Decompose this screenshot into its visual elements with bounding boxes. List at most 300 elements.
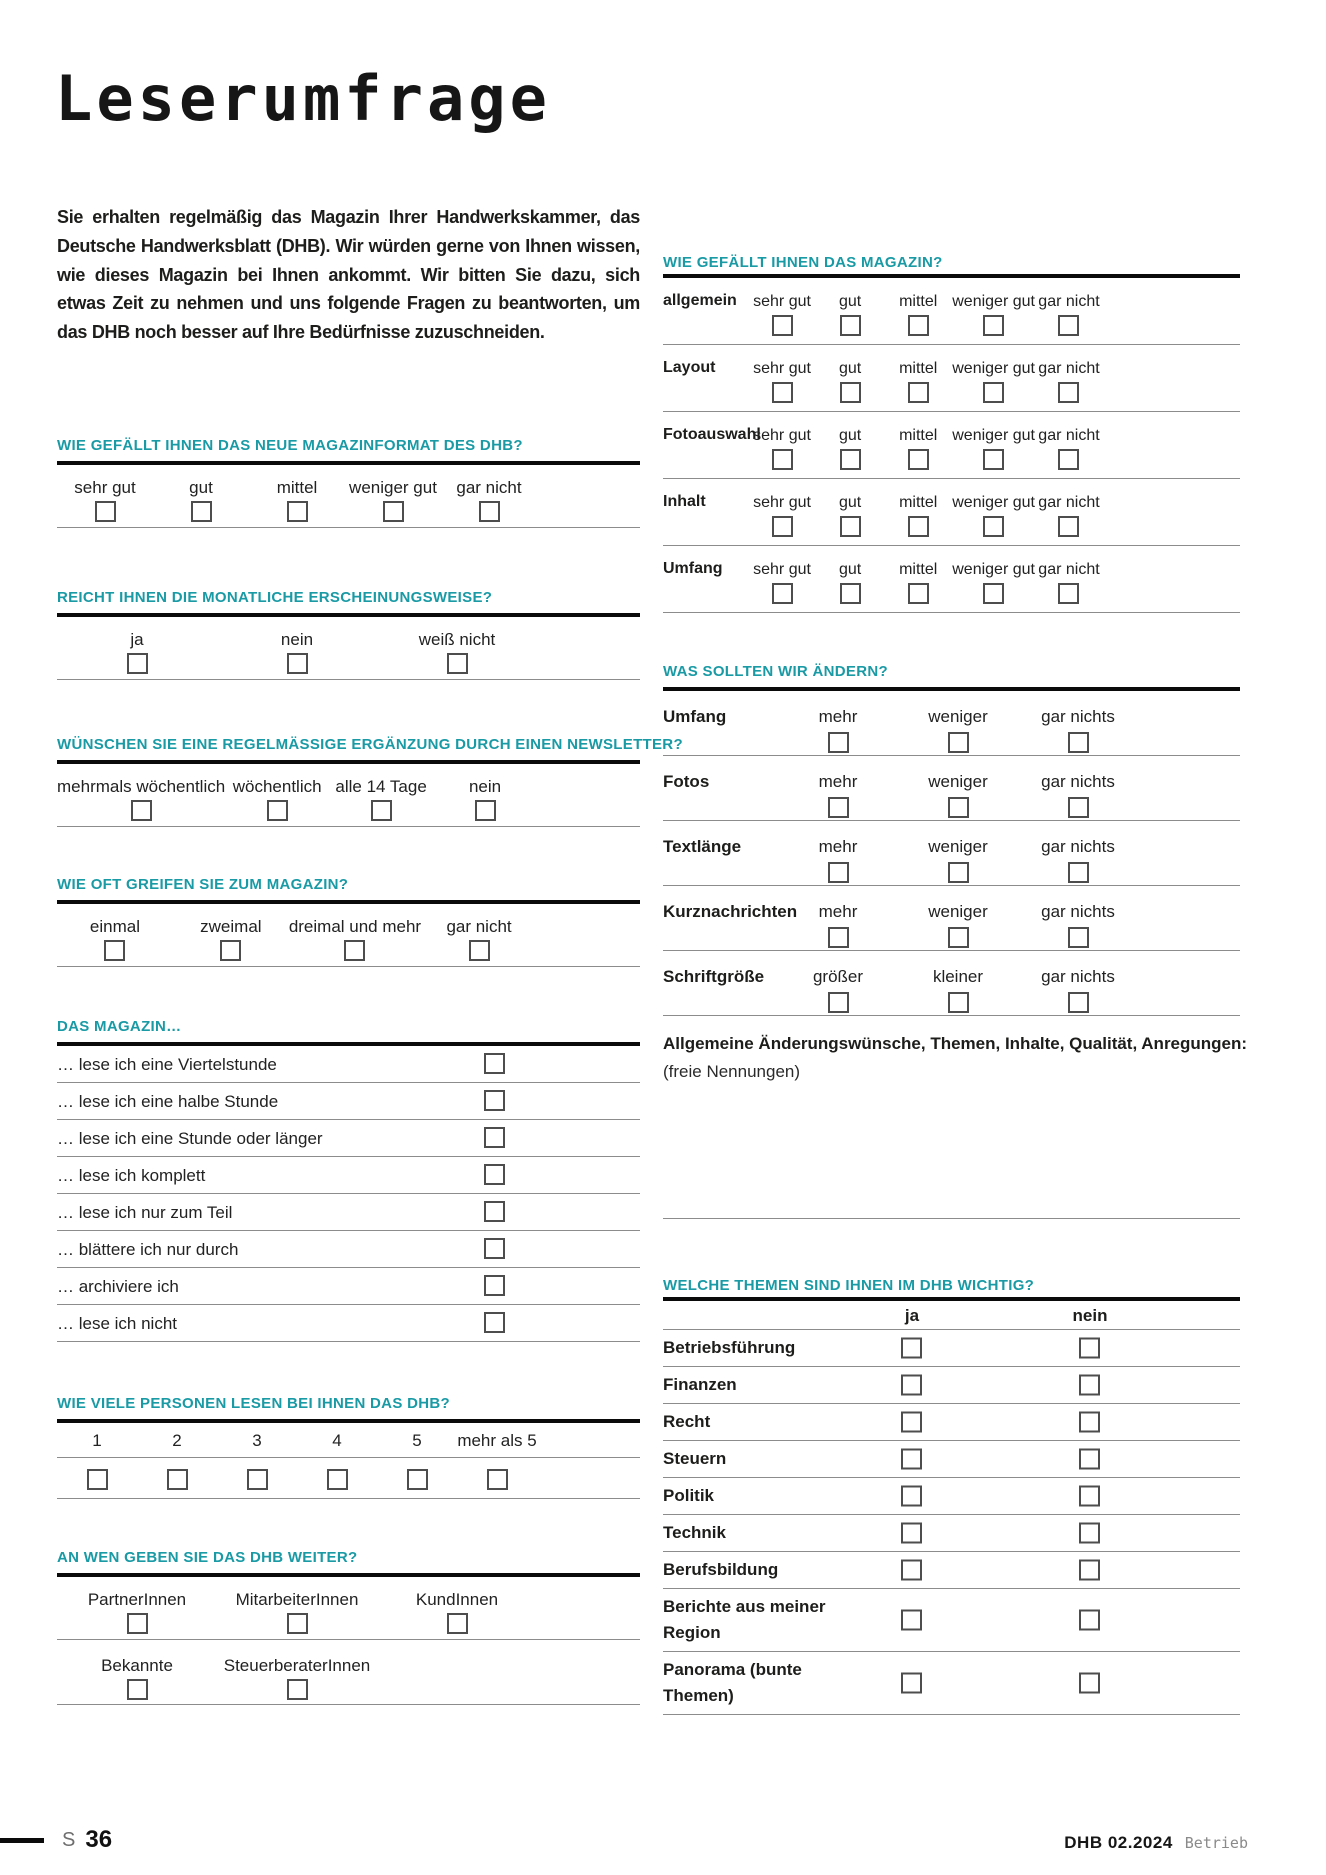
question-newsletter [57,735,683,827]
persons-checkbox-row [57,1458,537,1498]
checkbox-ja[interactable] [901,1523,922,1544]
option-label: mittel [899,561,938,578]
option-cell [952,278,1035,344]
option-row [778,691,1138,755]
option-label: 4 [332,1430,342,1450]
magazin-row [57,1046,640,1083]
checkbox[interactable] [1068,797,1089,818]
topic-label: Technik [663,1523,726,1542]
option-row [57,904,537,966]
topics-header [663,1301,1240,1330]
checkbox[interactable] [267,800,288,821]
checkbox[interactable] [383,501,404,522]
option-label: weniger gut [952,293,1035,310]
option-label: mehr [818,902,858,921]
checkbox[interactable] [828,862,849,883]
option-cell [421,904,537,966]
option-cell [748,479,816,545]
option-row [778,821,1138,885]
option-cell [297,1423,377,1457]
checkbox[interactable] [484,1312,505,1333]
change-row [663,756,1240,821]
checkbox[interactable] [191,501,212,522]
checkbox[interactable] [287,501,308,522]
checkbox[interactable] [772,583,793,604]
checkbox-nein[interactable] [1079,1486,1100,1507]
checkbox[interactable] [948,927,969,948]
option-label: gar nicht [1038,494,1100,511]
option-label: 2 [172,1430,182,1450]
option-label: weniger [928,837,988,856]
option-cell [57,1423,137,1457]
checkbox[interactable] [484,1275,505,1296]
option-cell [1035,345,1103,411]
option-label: mittel [899,293,938,310]
option-cell [297,1458,377,1498]
option-label: 1 [92,1430,102,1450]
checkbox[interactable] [948,797,969,818]
question-persons [57,1394,640,1499]
checkbox-ja[interactable] [901,1338,922,1359]
free-text-hint: (freie Nennungen) [663,1062,801,1081]
checkbox[interactable] [983,516,1004,537]
magazin-row [57,1120,640,1157]
magazin-row [57,1305,640,1342]
checkbox[interactable] [772,315,793,336]
rating-row [663,345,1240,412]
topic-row [663,1515,1240,1552]
option-label: gar nicht [1038,561,1100,578]
checkbox[interactable] [908,449,929,470]
option-label: sehr gut [753,561,811,578]
checkbox-ja[interactable] [901,1375,922,1396]
topic-label: Betriebsführung [663,1338,796,1357]
checkbox[interactable] [840,382,861,403]
rating-row-label: Inhalt [663,493,706,510]
option-cell [217,1640,377,1704]
checkbox[interactable] [247,1469,268,1490]
option-label: weniger gut [952,561,1035,578]
option-label: mittel [899,427,938,444]
option-label: weniger [928,707,988,726]
option-cell [441,465,537,527]
option-label: mittel [899,360,938,377]
checkbox[interactable] [287,653,308,674]
checkbox-ja[interactable] [901,1486,922,1507]
footer-page-number: 36 [85,1826,113,1853]
checkbox[interactable] [127,1679,148,1700]
option-label: weniger [928,902,988,921]
option-cell [778,691,898,755]
option-cell [377,1423,457,1457]
checkbox-ja[interactable] [901,1449,922,1470]
option-cell [748,412,816,478]
page-title: Leserumfrage [55,62,551,135]
option-row [748,479,1103,545]
topic-row [663,1330,1240,1367]
checkbox[interactable] [127,1613,148,1634]
magazin-row-label: … lese ich eine halbe Stunde [57,1091,279,1111]
checkbox[interactable] [484,1201,505,1222]
option-cell [217,1577,377,1639]
option-label: gut [838,427,862,444]
option-cell [217,617,377,679]
option-cell [778,756,898,820]
magazin-row-label: … lese ich eine Viertelstunde [57,1054,277,1074]
checkbox[interactable] [447,1613,468,1634]
checkbox[interactable] [469,940,490,961]
option-row [748,412,1103,478]
rating-row [663,546,1240,613]
checkbox[interactable] [487,1469,508,1490]
option-row [57,1577,537,1639]
checkbox[interactable] [327,1469,348,1490]
option-cell [884,412,952,478]
checkbox[interactable] [983,449,1004,470]
option-label: weniger gut [952,494,1035,511]
rating-row-label: allgemein [663,292,737,309]
checkbox[interactable] [983,583,1004,604]
checkbox-nein[interactable] [1079,1449,1100,1470]
checkbox[interactable] [87,1469,108,1490]
rating-row-label: Layout [663,359,716,376]
checkbox[interactable] [1068,927,1089,948]
checkbox[interactable] [95,501,116,522]
rating-row-label: Umfang [663,560,723,577]
change-row [663,691,1240,756]
checkbox[interactable] [840,516,861,537]
option-cell [1035,546,1103,612]
option-cell [816,278,884,344]
option-cell [57,904,173,966]
option-label: Bekannte [101,1655,173,1675]
topic-row [663,1552,1240,1589]
option-cell [289,904,421,966]
option-label: wöchentlich [232,776,322,796]
option-cell [1035,412,1103,478]
option-cell [137,1458,217,1498]
option-cell [57,465,153,527]
question-heading: WIE GEFÄLLT IHNEN DAS MAGAZIN? [663,254,943,271]
checkbox[interactable] [828,797,849,818]
divider-thin [57,1704,640,1705]
option-row [748,345,1103,411]
divider-thin [57,966,640,967]
checkbox[interactable] [772,449,793,470]
option-cell [137,1423,217,1457]
checkbox[interactable] [407,1469,428,1490]
checkbox[interactable] [167,1469,188,1490]
checkbox[interactable] [1058,315,1079,336]
question-heading: WIE OFT GREIFEN SIE ZUM MAGAZIN? [57,875,349,893]
option-label: gar nichts [1041,837,1115,856]
magazin-row-label: … lese ich nicht [57,1313,177,1333]
checkbox[interactable] [484,1090,505,1111]
checkbox-nein[interactable] [1079,1673,1100,1694]
option-cell [952,479,1035,545]
checkbox[interactable] [475,800,496,821]
change-row-label: Schriftgröße [663,967,765,986]
checkbox[interactable] [484,1127,505,1148]
footer-page-prefix: S [62,1828,77,1851]
checkbox[interactable] [447,653,468,674]
option-cell [898,951,1018,1015]
checkbox[interactable] [840,583,861,604]
checkbox[interactable] [908,583,929,604]
topic-label: Steuern [663,1449,727,1468]
option-cell [816,345,884,411]
checkbox[interactable] [1068,732,1089,753]
option-cell [778,821,898,885]
option-cell [225,764,329,826]
option-label: gar nichts [1041,772,1115,791]
option-cell [816,412,884,478]
checkbox[interactable] [908,315,929,336]
checkbox[interactable] [948,992,969,1013]
checkbox[interactable] [287,1679,308,1700]
option-label: gar nicht [456,477,522,497]
topic-label: Berufsbildung [663,1560,779,1579]
question-heading: WIE VIELE PERSONEN LESEN BEI IHNEN DAS DHB? [57,1394,450,1412]
checkbox[interactable] [983,382,1004,403]
option-cell [1018,821,1138,885]
option-label: gut [838,494,862,511]
option-cell [884,479,952,545]
option-label: sehr gut [753,360,811,377]
topic-label: Recht [663,1412,711,1431]
option-label: mehrmals wöchentlich [57,776,226,796]
checkbox[interactable] [1068,992,1089,1013]
question-like-magazine [663,253,1240,613]
option-cell [1018,951,1138,1015]
checkbox-ja[interactable] [901,1412,922,1433]
checkbox[interactable] [484,1164,505,1185]
checkbox-nein[interactable] [1079,1523,1100,1544]
question-reach [57,875,640,967]
option-cell [345,465,441,527]
checkbox[interactable] [828,927,849,948]
option-label: weniger gut [952,427,1035,444]
option-cell [457,1423,537,1457]
column-header-nein: nein [1072,1306,1108,1325]
checkbox-nein[interactable] [1079,1375,1100,1396]
rating-row-label: Fotoauswahl [663,426,761,443]
option-cell [952,345,1035,411]
option-cell [57,1458,137,1498]
footer-rule [0,1838,44,1843]
rating-row [663,412,1240,479]
option-row [778,951,1138,1015]
option-cell [898,691,1018,755]
checkbox[interactable] [127,653,148,674]
topic-row [663,1652,1240,1715]
question-magazin-usage [57,1017,640,1342]
checkbox-nein[interactable] [1079,1338,1100,1359]
option-label: mehr [818,772,858,791]
option-cell [173,904,289,966]
option-row [778,886,1138,950]
intro-text: Sie erhalten regelmäßig das Magazin Ihrer Handwerkskammer, das Deutsche Handwerksblatt (DHB). Wir würden gerne von Ihnen wissen, wie dieses Magazin bei Ihnen ankommt. Wir bitten Sie dazu, sich etwas Zeit zu nehmen und uns folgende Fragen zu beantworten, um das DHB noch besser auf Ihre Bedürfnisse zuzuschneiden. [57,207,640,343]
divider-thin [57,826,640,827]
checkbox[interactable] [1068,862,1089,883]
change-row-label: Textlänge [663,837,742,856]
option-cell [57,1640,217,1704]
checkbox[interactable] [983,315,1004,336]
option-label: MitarbeiterInnen [235,1589,359,1609]
checkbox[interactable] [908,382,929,403]
option-cell [1018,756,1138,820]
magazin-row-label: … lese ich nur zum Teil [57,1202,233,1222]
question-heading: REICHT IHNEN DIE MONATLICHE ERSCHEINUNGSWEISE? [57,588,493,606]
checkbox[interactable] [948,862,969,883]
option-row [57,465,537,527]
magazin-row [57,1268,640,1305]
change-row-label: Fotos [663,772,710,791]
option-cell [748,345,816,411]
checkbox[interactable] [1058,583,1079,604]
option-row [748,546,1103,612]
magazin-row-label: … archiviere ich [57,1276,179,1296]
checkbox-nein[interactable] [1079,1412,1100,1433]
option-cell [457,1458,537,1498]
option-cell [1035,278,1103,344]
option-cell [898,821,1018,885]
option-label: weiß nicht [418,629,496,649]
topic-label: Berichte aus meiner Region [663,1597,826,1642]
magazin-list [57,1046,640,1342]
checkbox[interactable] [908,516,929,537]
option-row [57,617,537,679]
option-label: sehr gut [74,477,136,497]
magazin-row-label: … blättere ich nur durch [57,1239,239,1259]
option-label: nein [468,776,502,796]
option-label: 5 [412,1430,422,1450]
question-topics [663,1276,1240,1715]
option-cell [778,951,898,1015]
option-label: alle 14 Tage [335,776,427,796]
checkbox[interactable] [840,315,861,336]
question-heading: WAS SOLLTEN WIR ÄNDERN? [663,663,888,680]
option-label: gar nicht [1038,427,1100,444]
option-cell [377,617,537,679]
free-text-block [663,1033,1248,1219]
checkbox[interactable] [828,732,849,753]
change-row-label: Umfang [663,707,727,726]
option-label: kleiner [932,967,984,986]
column-header-ja: ja [904,1306,920,1325]
checkbox[interactable] [772,516,793,537]
option-cell [249,465,345,527]
footer-issue: DHB 02.2024 [1064,1833,1173,1852]
checkbox-ja[interactable] [901,1560,922,1581]
topics-list [663,1330,1240,1715]
checkbox[interactable] [479,501,500,522]
magazin-row [57,1194,640,1231]
magazin-row [57,1157,640,1194]
checkbox[interactable] [1058,516,1079,537]
option-label: gut [838,293,862,310]
checkbox-nein[interactable] [1079,1610,1100,1631]
checkbox[interactable] [1058,449,1079,470]
checkbox[interactable] [948,732,969,753]
divider-thin [663,1218,1240,1219]
checkbox[interactable] [220,940,241,961]
checkbox[interactable] [484,1238,505,1259]
footer-page-indicator [0,1828,112,1852]
option-cell [884,546,952,612]
question-change [663,662,1240,1016]
option-cell [1035,479,1103,545]
checkbox-ja[interactable] [901,1610,922,1631]
checkbox[interactable] [828,992,849,1013]
option-cell [898,886,1018,950]
checkbox[interactable] [840,449,861,470]
option-label: sehr gut [753,427,811,444]
option-label: ja [130,629,144,649]
topic-row [663,1441,1240,1478]
question-heading: DAS MAGAZIN… [57,1017,182,1035]
option-label: weniger [928,772,988,791]
option-label: größer [812,967,864,986]
topic-label: Finanzen [663,1375,737,1394]
option-label: mehr [818,707,858,726]
topic-row [663,1367,1240,1404]
option-cell [898,756,1018,820]
magazin-row [57,1083,640,1120]
question-frequency [57,588,640,680]
left-column [57,0,683,1705]
option-label: einmal [89,916,140,936]
option-row [748,278,1103,344]
option-cell [952,412,1035,478]
checkbox[interactable] [772,382,793,403]
checkbox[interactable] [344,940,365,961]
topic-row [663,1589,1240,1652]
option-cell [1018,691,1138,755]
magazin-row-label: … lese ich komplett [57,1165,206,1185]
checkbox-nein[interactable] [1079,1560,1100,1581]
option-label: dreimal und mehr [288,916,422,936]
magazin-row [57,1231,640,1268]
topic-label: Panorama (bunte Themen) [663,1660,802,1705]
option-label: zweimal [200,916,262,936]
change-row [663,821,1240,886]
option-label: nein [280,629,314,649]
option-cell [217,1458,297,1498]
option-cell [748,278,816,344]
checkbox[interactable] [287,1613,308,1634]
option-label: gar nichts [1041,707,1115,726]
checkbox[interactable] [1058,382,1079,403]
checkbox-ja[interactable] [901,1673,922,1694]
option-label: weniger gut [952,360,1035,377]
question-format [57,436,640,528]
option-label: gut [189,477,213,497]
option-cell [57,1577,217,1639]
checkbox[interactable] [131,800,152,821]
checkbox[interactable] [484,1053,505,1074]
option-label: gar nicht [446,916,512,936]
option-label: gar nicht [1038,293,1100,310]
rating-row [663,479,1240,546]
option-cell [1018,886,1138,950]
option-label: gar nichts [1041,902,1115,921]
divider-thin [57,527,640,528]
option-label: sehr gut [753,494,811,511]
option-label: PartnerInnen [87,1589,187,1609]
checkbox[interactable] [104,940,125,961]
checkbox[interactable] [371,800,392,821]
